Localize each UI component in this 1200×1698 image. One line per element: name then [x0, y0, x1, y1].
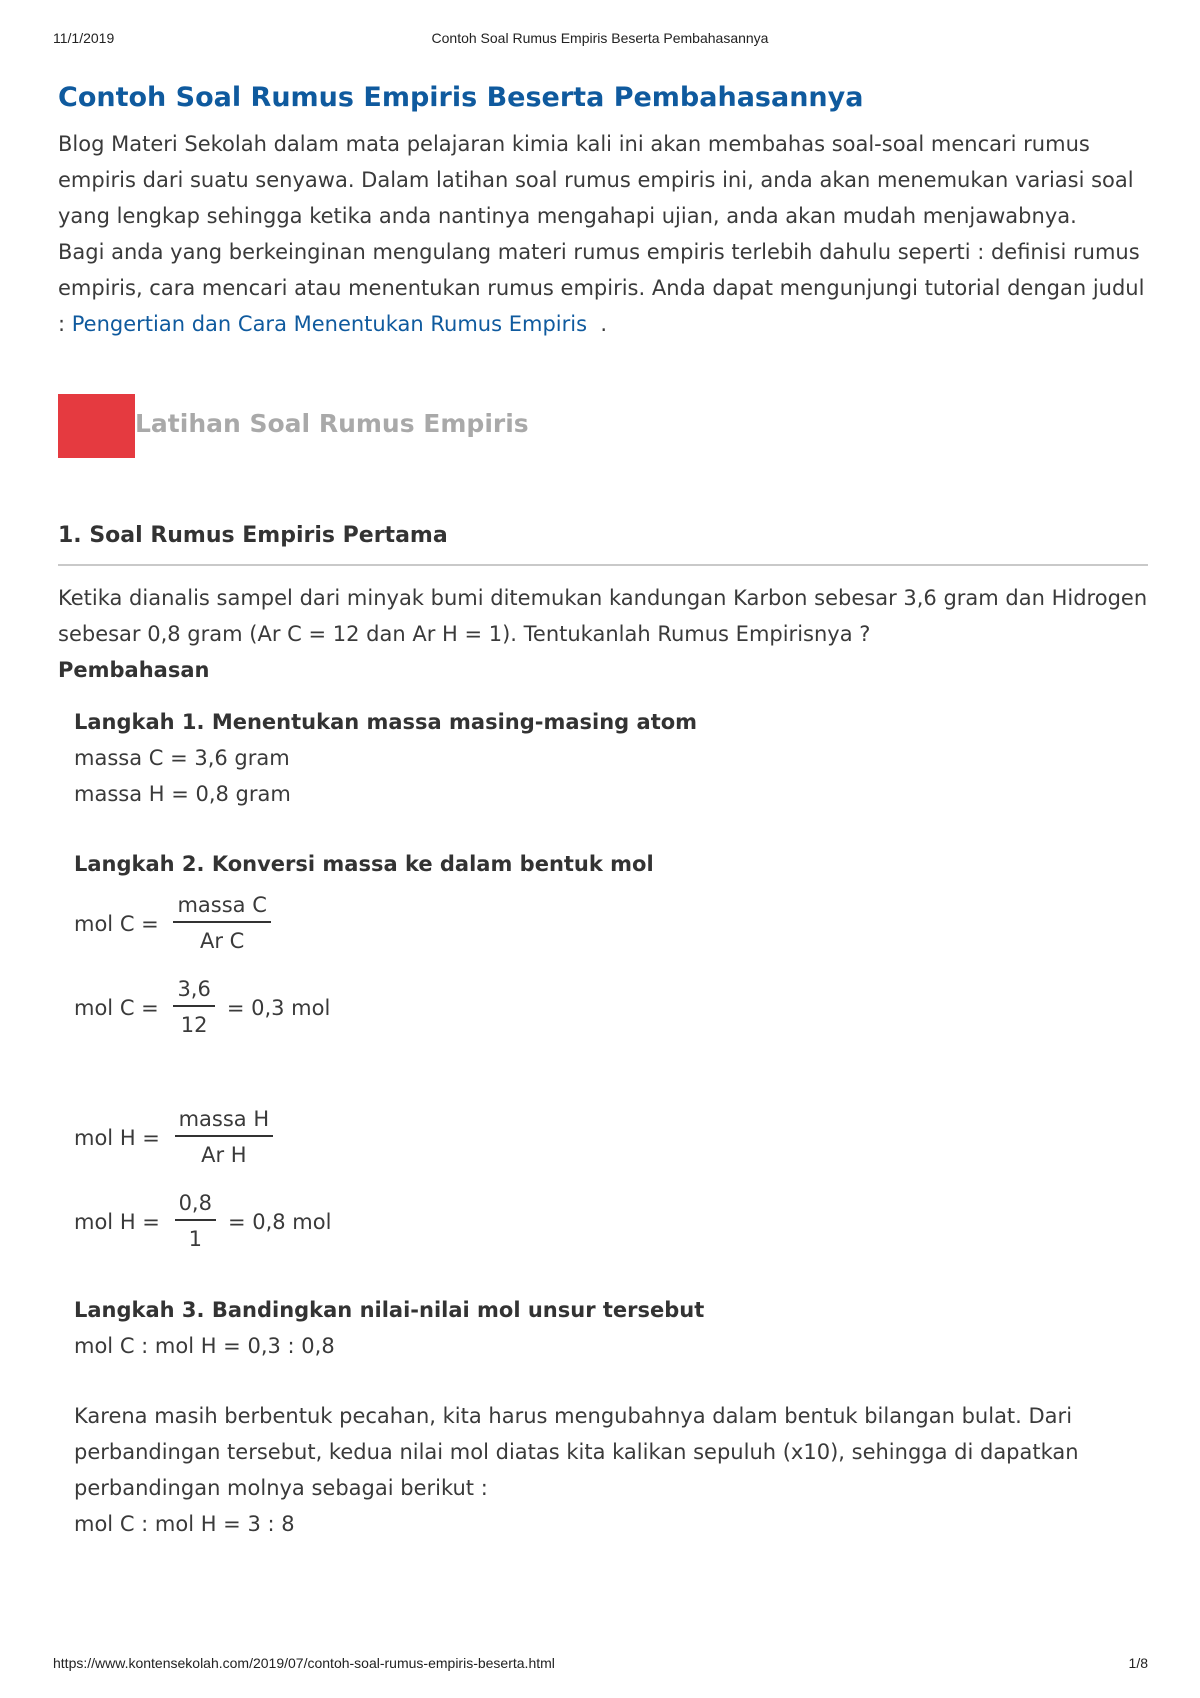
- equation-rhs: = 0,3 mol: [226, 996, 331, 1020]
- print-footer: [0, 1655, 1200, 1675]
- equation-lhs: mol C =: [74, 996, 166, 1020]
- step-1-line: massa C = 3,6 gram: [74, 746, 290, 770]
- print-date: 11/1/2019: [53, 30, 115, 46]
- divider: [58, 564, 1148, 566]
- question-text: Ketika dianalis sampel dari minyak bumi ditemukan kandungan Karbon sebesar 3,6 gram dan Hidrogen sebesar 0,8 gram (Ar C = 12 dan Ar H = 1). Tentukanlah Rumus Empirisnya ?: [58, 586, 1148, 646]
- denominator: Ar C: [199, 929, 245, 953]
- denominator: 1: [188, 1227, 202, 1251]
- equation-lhs: mol H =: [74, 1210, 167, 1234]
- step-3: [74, 1292, 1148, 1542]
- article-content: [58, 78, 1148, 1576]
- step-1-line: massa H = 0,8 gram: [74, 782, 291, 806]
- step-2: [74, 846, 1148, 1264]
- numerator: 3,6: [177, 977, 211, 1001]
- numerator: massa C: [177, 893, 267, 917]
- step-2-title: Langkah 2. Konversi massa ke dalam bentuk mol: [74, 852, 654, 876]
- intro-paragraph: Blog Materi Sekolah dalam mata pelajaran kimia kali ini akan membahas soal-soal mencari rumus empiris dari suatu senyawa. Dalam latihan soal rumus empiris ini, anda akan menemukan variasi soal yang lengkap sehingga ketika anda nantinya mengahapi ujian, anda akan mudah menjawabnya.: [58, 132, 1134, 228]
- fraction: [173, 889, 270, 959]
- spacer: [74, 1364, 1148, 1398]
- step-3-paragraph: Karena masih berbentuk pecahan, kita harus mengubahnya dalam bentuk bilangan bulat. Dari perbandingan tersebut, kedua nilai mol diatas kita kalikan sepuluh (x10), sehingga di dapatkan perbandingan molnya sebagai berikut :: [74, 1404, 1079, 1500]
- spacer: [74, 1050, 1148, 1096]
- reference-end: .: [587, 312, 608, 336]
- section-header: [58, 394, 1148, 458]
- denominator: Ar H: [201, 1143, 247, 1167]
- equation: [74, 966, 1148, 1050]
- equation: [74, 882, 1148, 966]
- numerator: massa H: [178, 1107, 270, 1131]
- denominator: 12: [180, 1013, 208, 1037]
- step-3-title: Langkah 3. Bandingkan nilai-nilai mol unsur tersebut: [74, 1298, 705, 1322]
- fraction: [173, 973, 214, 1043]
- fraction: [175, 1187, 216, 1257]
- print-header: [0, 30, 1200, 50]
- equation-lhs: mol C =: [74, 912, 166, 936]
- step-3-line: mol C : mol H = 0,3 : 0,8: [74, 1334, 335, 1358]
- equation: [74, 1180, 1148, 1264]
- question-heading: 1. Soal Rumus Empiris Pertama: [58, 523, 448, 548]
- reference-paragraph: [58, 234, 1148, 342]
- step-3-result: mol C : mol H = 3 : 8: [74, 1512, 295, 1536]
- reference-text: Bagi anda yang berkeinginan mengulang materi rumus empiris terlebih dahulu seperti : definisi rumus empiris, cara mencari atau menentukan rumus empiris. Anda dapat mengunjungi tutorial dengan judul :: [58, 240, 1145, 336]
- step-1-title: Langkah 1. Menentukan massa masing-masing atom: [74, 710, 698, 734]
- section-marker: [58, 394, 135, 458]
- print-page-title: Contoh Soal Rumus Empiris Beserta Pembahasannya: [431, 30, 769, 46]
- section-title: Latihan Soal Rumus Empiris: [135, 409, 529, 438]
- solution-steps: [74, 704, 1148, 1542]
- article-title: Contoh Soal Rumus Empiris Beserta Pembahasannya: [58, 82, 864, 113]
- equation-lhs: mol H =: [74, 1126, 167, 1150]
- equation-rhs: = 0,8 mol: [227, 1210, 332, 1234]
- print-url: https://www.kontensekolah.com/2019/07/contoh-soal-rumus-empiris-beserta.html: [53, 1655, 555, 1671]
- equation: [74, 1096, 1148, 1180]
- print-page-number: 1/8: [1128, 1655, 1148, 1671]
- numerator: 0,8: [178, 1191, 212, 1215]
- discussion-heading: Pembahasan: [58, 658, 210, 682]
- step-1: [74, 704, 1148, 812]
- tutorial-link[interactable]: Pengertian dan Cara Menentukan Rumus Empiris: [71, 312, 588, 336]
- fraction: [175, 1103, 274, 1173]
